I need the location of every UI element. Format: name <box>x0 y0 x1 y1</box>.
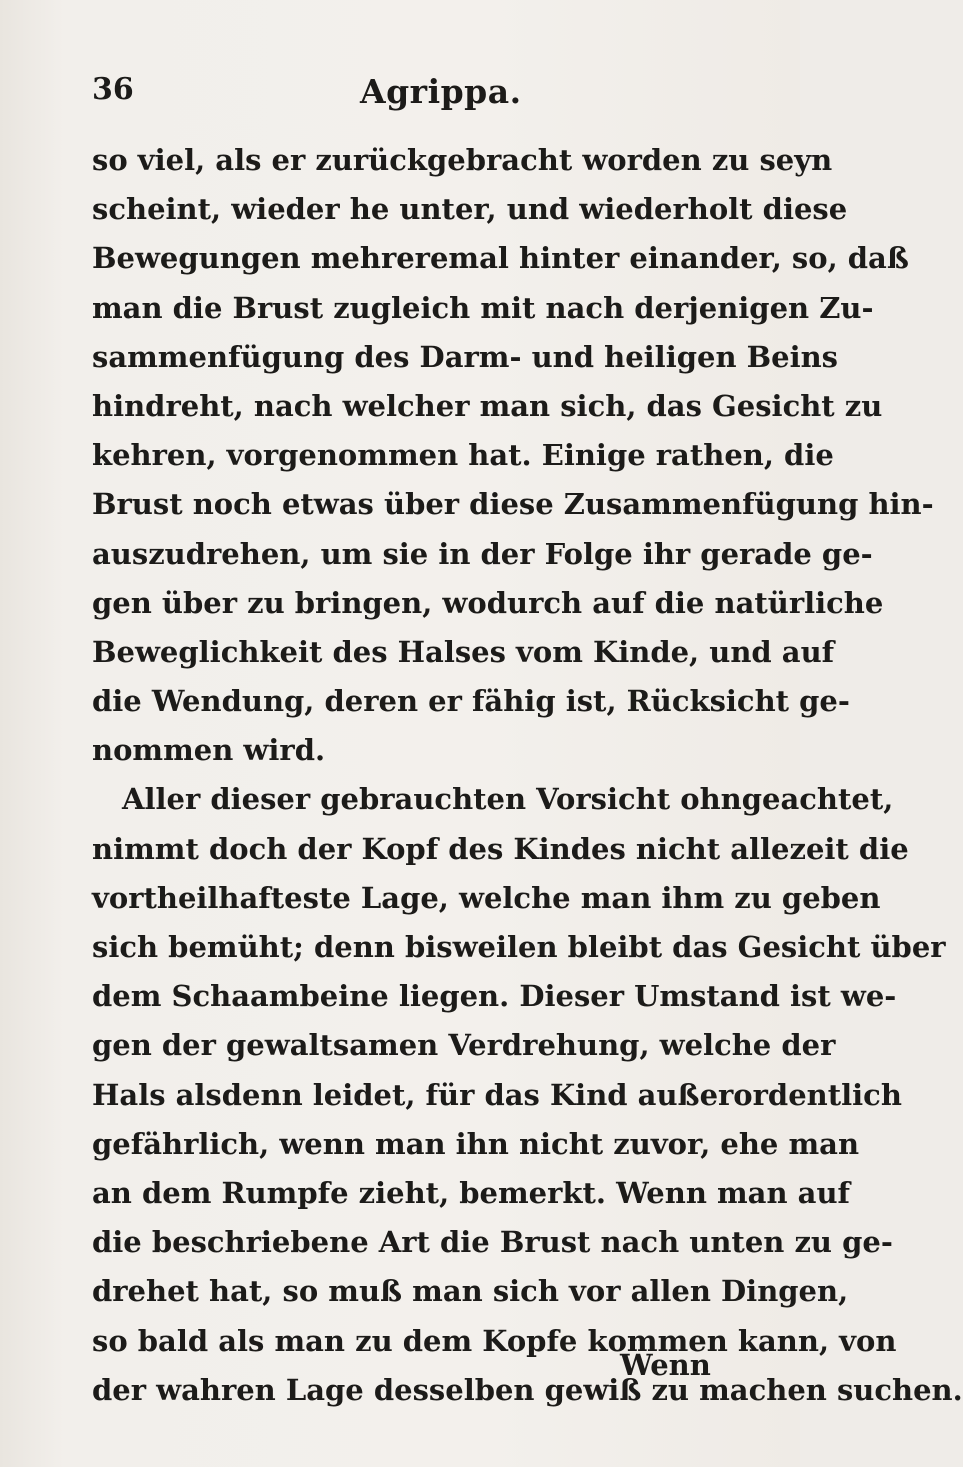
text-line: gefährlich, wenn man ihn nicht zuvor, ehe man <box>92 1126 860 1161</box>
text-line: an dem Rumpfe zieht, bemerkt. Wenn man auf <box>92 1175 851 1210</box>
text-line: man die Brust zugleich mit nach derjenigen Zu- <box>92 290 874 325</box>
text-line: so viel, als er zurückgebracht worden zu seyn <box>92 143 833 177</box>
running-head: Agrippa. <box>360 72 522 111</box>
text-line: so bald als man zu dem Kopfe kommen kann, von <box>92 1323 897 1358</box>
text-line: nimmt doch der Kopf des Kindes nicht allezeit die <box>92 831 909 866</box>
text-line: sammenfügung des Darm- und heiligen Beins <box>92 339 839 374</box>
text-line: gen der gewaltsamen Verdrehung, welche der <box>92 1028 836 1063</box>
catchword: Wenn <box>620 1348 711 1382</box>
page-header <box>92 72 712 112</box>
text-line: der wahren Lage desselben gewiß zu machen suchen. <box>92 1372 963 1407</box>
text-line: Bewegungen mehreremal hinter einander, so, daß <box>92 241 909 276</box>
text-line: die Wendung, deren er fähig ist, Rücksicht ge- <box>92 684 850 719</box>
text-line: auszudrehen, um sie in der Folge ihr gerade ge- <box>92 536 873 571</box>
text-line: scheint, wieder he unter, und wiederholt diese <box>92 192 848 227</box>
text-line: Hals alsdenn leidet, für das Kind außerordentlich <box>92 1077 902 1112</box>
text-line: gen über zu bringen, wodurch auf die natürliche <box>92 585 884 620</box>
page-number: 36 <box>92 72 134 107</box>
text-line: drehet hat, so muß man sich vor allen Dingen, <box>92 1274 849 1309</box>
text-line: kehren, vorgenommen hat. Einige rathen, die <box>92 438 834 473</box>
text-line: sich bemüht; denn bisweilen bleibt das Gesicht über <box>92 930 946 964</box>
text-line: nommen wird. <box>92 733 326 768</box>
body-text <box>92 136 963 1415</box>
text-line: Beweglichkeit des Halses vom Kinde, und auf <box>92 634 835 669</box>
text-line: hindreht, nach welcher man sich, das Gesicht zu <box>92 388 883 423</box>
text-line: vortheilhafteste Lage, welche man ihm zu geben <box>92 880 881 915</box>
text-line: dem Schaambeine liegen. Dieser Umstand ist we- <box>92 979 897 1014</box>
text-line: Brust noch etwas über diese Zusammenfügung hin- <box>92 487 934 522</box>
paragraph-start-line: Aller dieser gebrauchten Vorsicht ohngeachtet, <box>122 782 894 817</box>
text-line: die beschriebene Art die Brust nach unten zu ge- <box>92 1225 893 1260</box>
